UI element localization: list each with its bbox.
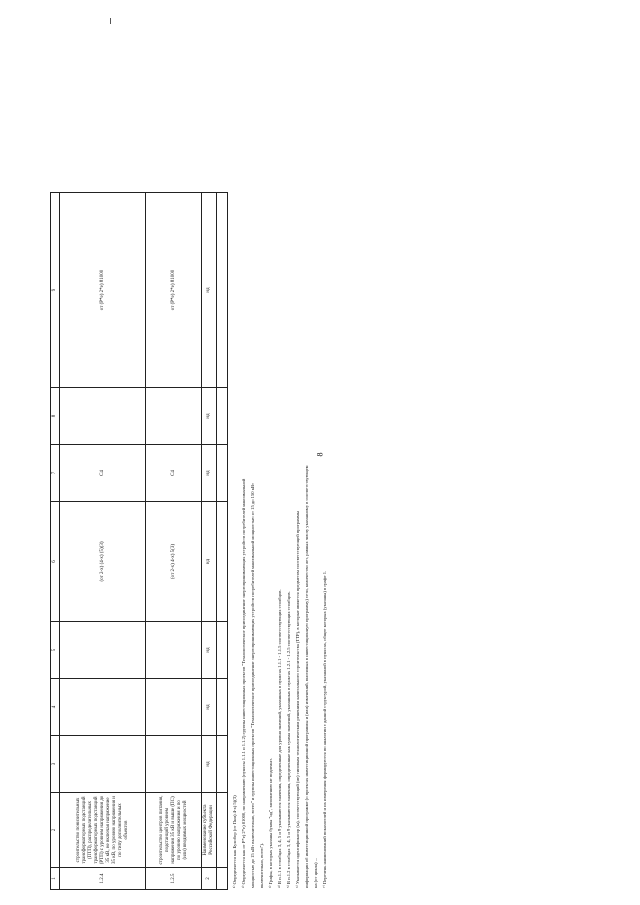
- table-cell: нд: [202, 445, 217, 502]
- table-row: [146, 193, 202, 890]
- table-cell: [60, 679, 146, 736]
- footnote: ⁵⁾ В п.1.2 в столбцах 3, 4, 5 и 9 указываются значения, определенные как сумма значений, указанных в пунктах 1.2.1 - 1.2.5 соответствующих столбцов.: [286, 591, 291, 888]
- header-cell: 5: [51, 622, 60, 679]
- table-cell: [146, 679, 202, 736]
- table-cell: [60, 736, 146, 793]
- table-row: [60, 193, 146, 890]
- rotated-document: [50, 200, 510, 900]
- table-cell: [60, 622, 146, 679]
- table-header-row: [51, 193, 60, 890]
- table-cell: [217, 388, 228, 445]
- table-cell: [217, 445, 228, 502]
- table-row: [217, 193, 228, 890]
- header-cell: 2: [51, 793, 60, 868]
- table-cell: строительство центров питания, подстанций уровнем напряжения 35 кВ и выше (ПС) по уровню напряжения и по (или) вводимых мощностей: [146, 793, 202, 868]
- footnote: ⁷⁾ Перечень наименований показателей и их измерения формируются по аналогии с данной структурой, указанной в пунктах, общее которых (указаны) в графе 1.: [322, 570, 327, 888]
- table-cell: от (Р*e) 2*e) 81000: [60, 193, 146, 388]
- table-row: [202, 193, 217, 890]
- page-number: 8: [315, 452, 325, 457]
- footnote: информации об инвестиционной программе (о проектах инвестиционной программы и (или) изменений, вносимых в инвестиционную программу) сети, количество лет, равных числу указанному в соответствующем: [304, 465, 309, 888]
- table-cell: нд: [202, 622, 217, 679]
- table-cell: нд: [202, 388, 217, 445]
- table-cell: строительство понизительных трансформаторных подстанций (ПТП), распределительных трансформаторных подстанций (РТП) с уровнем напряжения до 35 кВ, не включая напряжение 35 кВ, по уровню напряжения и по типу дополнительных объектов: [60, 793, 146, 868]
- table-cell: (от 2-х) 4-х) 5(3): [146, 502, 202, 622]
- table-cell: [217, 736, 228, 793]
- table-cell: 1.2.4: [60, 868, 146, 890]
- footnotes: [230, 198, 329, 888]
- table-cell: [146, 622, 202, 679]
- table-cell: [217, 502, 228, 622]
- footnote: на (от цикла) ...: [313, 857, 318, 888]
- header-cell: 8: [51, 388, 60, 445]
- table-cell: (от 2-х) (4-х) (5)(3): [60, 502, 146, 622]
- header-cell: 3: [51, 736, 60, 793]
- table-cell: [217, 793, 228, 868]
- footnote: мощностью до 15 кВт включительно, всего" и группы инвестиционных проектов "Технологическое присоединение энергопринимающих устройств потребителей максимальной мощностью от 15 до 150 кВт: [250, 482, 255, 888]
- footnote: включительно, всего").: [259, 842, 264, 888]
- table-cell: нд: [202, 679, 217, 736]
- table-cell: Наименование субъекта Российской Федерации: [202, 793, 217, 868]
- table-cell: нд: [202, 736, 217, 793]
- data-table: [50, 192, 228, 890]
- table-cell: [146, 736, 202, 793]
- scan-mark: [110, 18, 111, 24]
- header-cell: 9: [51, 193, 60, 388]
- table-cell: нд: [202, 193, 217, 388]
- header-cell: 1: [51, 868, 60, 890]
- table-cell: [217, 193, 228, 388]
- table-cell: [60, 388, 146, 445]
- table-cell: нд: [202, 502, 217, 622]
- table-cell: [146, 388, 202, 445]
- footnote: ²⁾ Определяется как от Р*e) 2*e) 81000, по направлению (пункты 1.1.1 и 1.1.2) группы инвестиционных проектов "Технологическое присоединение энергопринимающих устройств потребителей максимальной: [241, 478, 246, 888]
- footnote: ⁴⁾ В п.1.1 в столбцах 3, 4, 5 и 9 указываются значения, определенные для уровня значений, указанных в пунктах 1.1.1 - 1.1.5 соответствующих столбцов.: [277, 589, 282, 888]
- table-cell: 1.2.5: [146, 868, 202, 890]
- table-cell: С4: [146, 445, 202, 502]
- header-cell: 4: [51, 679, 60, 736]
- header-cell: 7: [51, 445, 60, 502]
- footnote: ⁶⁾ Указывается идентификатор (ы), соответствующий (ие) типовым технологическим решениям капитального строительства (ТТР), в которые является предметом соответствующей программы: [295, 511, 300, 888]
- table-cell: [217, 868, 228, 890]
- footnote: ¹⁾ Определяется как Бухобор (от Пни) 4-х) 5)(3): [232, 795, 237, 888]
- footnote: ³⁾ Графы, в которых указаны буквы "нд", заполнению не подлежат.: [268, 758, 273, 888]
- table-cell: 2: [202, 868, 217, 890]
- table-cell: С4: [60, 445, 146, 502]
- table-cell: [217, 679, 228, 736]
- header-cell: 6: [51, 502, 60, 622]
- table-cell: [217, 622, 228, 679]
- table-cell: от (Р*e) 2*e) 81000: [146, 193, 202, 388]
